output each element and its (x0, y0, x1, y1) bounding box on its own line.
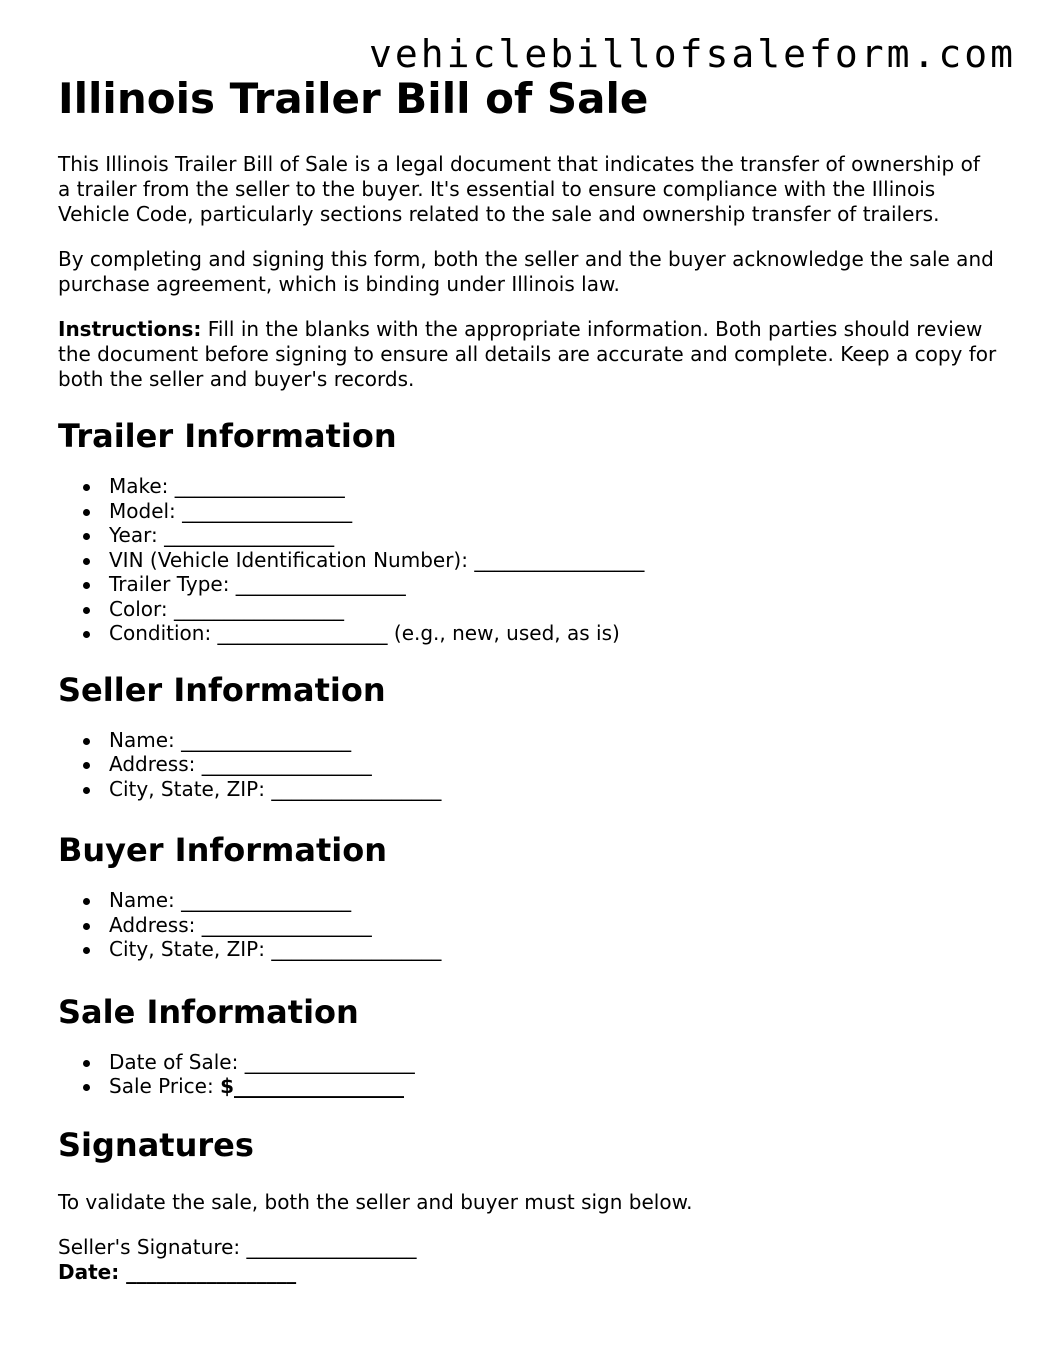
seller-city-state-zip-item: City, State, ZIP: _________________ (109, 777, 998, 802)
seller-info-list (58, 728, 998, 802)
buyer-address-item: Address: _________________ (109, 913, 998, 938)
instructions-label: Instructions: (58, 317, 202, 341)
signatures-heading: Signatures (58, 1125, 254, 1164)
document-body (58, 72, 998, 1285)
trailer-make-item: Make: _________________ (109, 474, 998, 499)
intro-paragraph-2: By completing and signing this form, both the seller and the buyer acknowledge the sale and purchase agreement, which is binding under Illinois law. (58, 247, 994, 296)
trailer-model-item: Model: _________________ (109, 499, 998, 524)
trailer-info-heading: Trailer Information (58, 417, 397, 455)
trailer-year-item: Year: _________________ (109, 523, 998, 548)
sale-price-value: $_________________ (220, 1074, 404, 1098)
seller-signature-line: Seller's Signature: _________________ (58, 1234, 417, 1259)
instructions-text: Fill in the blanks with the appropriate information. Both parties should review the document before signing to ensure all details are accurate and complete. Keep a copy for both the seller and buyer's records. (58, 317, 997, 391)
document-title: Illinois Trailer Bill of Sale (58, 74, 649, 123)
seller-info-heading: Seller Information (58, 670, 386, 709)
trailer-color-item: Color: _________________ (109, 597, 998, 622)
signatures-intro: To validate the sale, both the seller and buyer must sign below. (58, 1189, 693, 1214)
trailer-info-list (58, 474, 998, 646)
trailer-vin-item: VIN (Vehicle Identification Number): _________________ (109, 548, 998, 573)
trailer-condition-item: Condition: _________________ (e.g., new, used, as is) (109, 621, 998, 646)
sale-date-item: Date of Sale: _________________ (109, 1050, 998, 1075)
buyer-info-list (58, 888, 998, 962)
trailer-type-item: Trailer Type: _________________ (109, 572, 998, 597)
buyer-info-heading: Buyer Information (58, 831, 387, 869)
sale-info-list (58, 1050, 998, 1099)
buyer-city-state-zip-item: City, State, ZIP: _________________ (109, 937, 998, 962)
sale-price-label: Sale Price: (109, 1074, 221, 1098)
intro-paragraph-1: This Illinois Trailer Bill of Sale is a legal document that indicates the transfer of ownership of a trailer from the seller to the buyer. It's essential to ensure compliance with the Illinois Vehicle Code, particularly sections related to the sale and ownership transfer of trailers. (58, 152, 980, 226)
seller-address-item: Address: _________________ (109, 752, 998, 777)
site-watermark: vehiclebillofsaleform.com (369, 32, 1016, 76)
sale-price-item (109, 1074, 998, 1099)
instructions-paragraph (58, 317, 998, 392)
signature-date-text: Date: _________________ (58, 1259, 297, 1284)
sale-info-heading: Sale Information (58, 992, 359, 1031)
buyer-name-item: Name: _________________ (109, 888, 998, 913)
signature-date-line (58, 1260, 998, 1285)
seller-name-item: Name: _________________ (109, 728, 998, 753)
